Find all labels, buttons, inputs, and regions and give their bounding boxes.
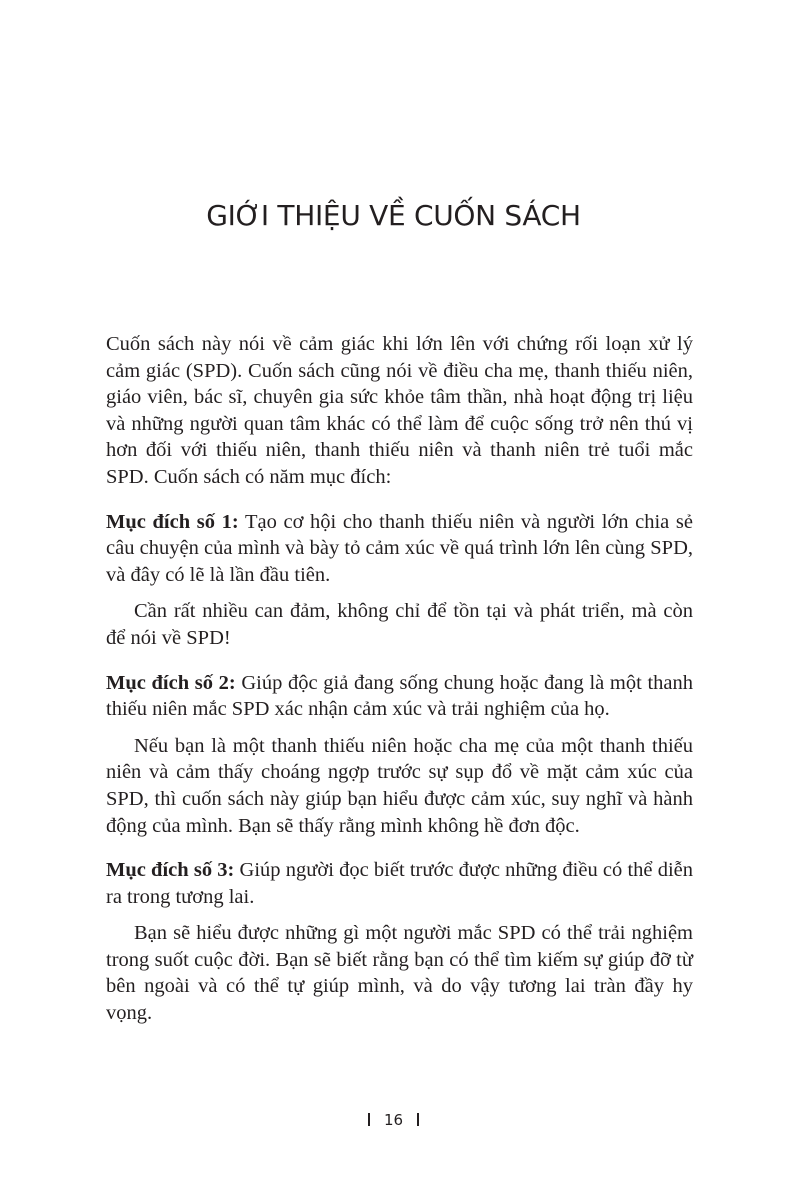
paragraph-text: Cuốn sách này nói về cảm giác khi lớn lên với chứng rối loạn xử lý cảm giác (SPD). Cuốn sách cũng nói về điều cha mẹ, thanh thiếu niên, giáo viên, bác sĩ, chuyên gia sức khỏe tâm thần, nhà hoạt động trị liệu và những người quan tâm khác có thể làm để cuộc sống trở nên thú vị hơn đối với thiếu niên, thanh thiếu niên và thanh niên trẻ tuổi mắc SPD. Cuốn sách có năm mục đích: (106, 333, 693, 488)
purpose-3-detail (106, 920, 693, 1026)
intro-paragraph (106, 331, 693, 491)
right-divider (417, 1113, 419, 1126)
body-text (106, 331, 693, 1027)
page-number-footer (0, 1110, 787, 1130)
purpose-1-label: Mục đích số 1: (106, 510, 239, 533)
page-number: 16 (383, 1111, 404, 1129)
purpose-3-paragraph (106, 857, 693, 910)
paragraph-text: Giúp người đọc biết trước được những điều có thể diễn ra trong tương lai. (106, 859, 694, 908)
purpose-2-label: Mục đích số 2: (106, 671, 236, 694)
paragraph-text: Giúp độc giả đang sống chung hoặc đang là một thanh thiếu niên mắc SPD xác nhận cảm xúc và trải nghiệm của họ. (106, 671, 693, 721)
purpose-2-detail (106, 733, 693, 839)
paragraph-text: Bạn sẽ hiểu được những gì một người mắc SPD có thể trải nghiệm trong suốt cuộc đời. Bạn sẽ biết rằng bạn có thể tìm kiếm sự giúp đỡ từ bên ngoài và có thể tự giúp mình, và do vậy tương lai tràn đầy hy vọng. (106, 922, 693, 1025)
paragraph-text: Tạo cơ hội cho thanh thiếu niên và người lớn chia sẻ câu chuyện của mình và bày tỏ cảm xúc về quá trình lớn lên cùng SPD, và đây có lẽ là lần đầu tiên. (106, 510, 693, 586)
purpose-3-label: Mục đích số 3: (106, 859, 235, 882)
chapter-title: GIỚI THIỆU VỀ CUỐN SÁCH (206, 199, 581, 232)
purpose-2-paragraph (106, 670, 693, 723)
purpose-1-paragraph (106, 509, 693, 589)
paragraph-text: Cần rất nhiều can đảm, không chỉ để tồn tại và phát triển, mà còn để nói về SPD! (106, 600, 693, 649)
paragraph-text: Nếu bạn là một thanh thiếu niên hoặc cha mẹ của một thanh thiếu niên và cảm thấy choáng ngợp trước sự sụp đổ về mặt cảm xúc của SPD, thì cuốn sách này giúp bạn hiểu được cảm xúc, suy nghĩ và hành động của mình. Bạn sẽ thấy rằng mình không hề đơn độc. (106, 734, 693, 837)
left-divider (368, 1113, 370, 1126)
purpose-1-detail (106, 598, 693, 651)
